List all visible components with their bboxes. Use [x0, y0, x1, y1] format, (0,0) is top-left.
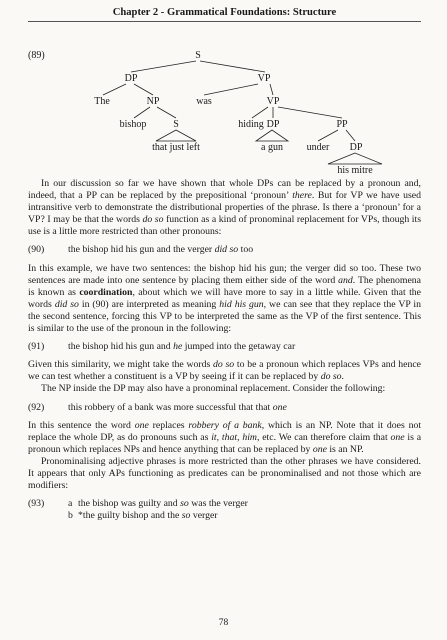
paragraph: In this example, we have two sentences: the bishop hid his gun; the verger did so too. These two sentences are made into one sentence by placing them either side of the word and. The phenomena is known as coordination, about which we will have more to say in a little while. Given that the words did so in (90) are interpreted as meaning hid his gun, we can see that they replace the VP in the second sentence, forcing this VP to be interpreted the same as the VP of the first sentence. This is similar to the use of the pronoun in the following:: [28, 262, 422, 335]
paragraph: In our discussion so far we have shown that whole DPs can be replaced by a pronoun and, indeed, that a PP can be replaced by the prepositional ‘pronoun’ there. But for VP we have used intransitive verb to demonstrate the distributional properties of the phrase. Is there a ‘pronoun’ for a VP? I may be that the words do so function as a kind of pronominal replacement for VPs, though its use is a little more restricted than other pronouns:: [28, 178, 422, 238]
paragraph: Pronominalising adjective phrases is more restricted than the other phrases we have considered. It appears that only APs functioning as predicates can be pronominalised and not those which are modifiers:: [28, 455, 421, 492]
page-number: 78: [218, 618, 229, 628]
paragraph: In this sentence the word one replaces robbery of a bank, which is an NP. Note that it does not replace the whole DP, as do pronouns such as it, that, him, etc. We can therefore claim that one is a pronoun which replaces NPs and hence anything that can be replaced by one is an NP.: [28, 419, 422, 455]
node-hiding: hiding: [238, 119, 264, 130]
node-his-mitre: his mitre: [337, 165, 373, 176]
node-pp: PP: [336, 119, 348, 130]
paragraph: Given this similarity, we might take the words do so to be a pronoun which replaces VPs and hence we can test whether a constituent is a VP by seeing if it can be replaced by do so.: [28, 359, 422, 383]
paragraph: The NP inside the DP may also have a pronominal replacement. Consider the following:: [41, 383, 386, 395]
example-92: (92) this robbery of a bank was more successful that that one: [28, 401, 287, 413]
node-bishop: bishop: [119, 119, 147, 130]
node-s: S: [195, 50, 201, 61]
syntax-tree: [0, 0, 447, 178]
node-dp2: DP: [266, 119, 280, 130]
node-dp3: DP: [349, 142, 363, 153]
node-was: was: [196, 96, 212, 107]
example-91: (91) the bishop hid his gun and he jumped into the getaway car: [28, 341, 296, 353]
body-text: [28, 178, 421, 522]
node-the: The: [94, 96, 110, 107]
node-that-just-left: that just left: [152, 142, 200, 153]
running-header: Chapter 2 - Grammatical Foundations: Structure: [112, 7, 337, 18]
node-s2: S: [173, 119, 179, 130]
example-93b: b *the guilty bishop and the so verger: [68, 510, 218, 522]
example-90: (90) the bishop hid his gun and the verger did so too: [28, 244, 254, 256]
node-vp2: VP: [266, 96, 280, 107]
node-under: under: [306, 142, 330, 153]
example-93a: (93) a the bishop was guilty and so was the verger: [28, 498, 248, 510]
node-np: NP: [146, 96, 160, 107]
node-a-gun: a gun: [261, 142, 283, 153]
node-dp: DP: [124, 73, 138, 84]
example-number: (89): [28, 50, 45, 61]
node-vp: VP: [257, 73, 271, 84]
